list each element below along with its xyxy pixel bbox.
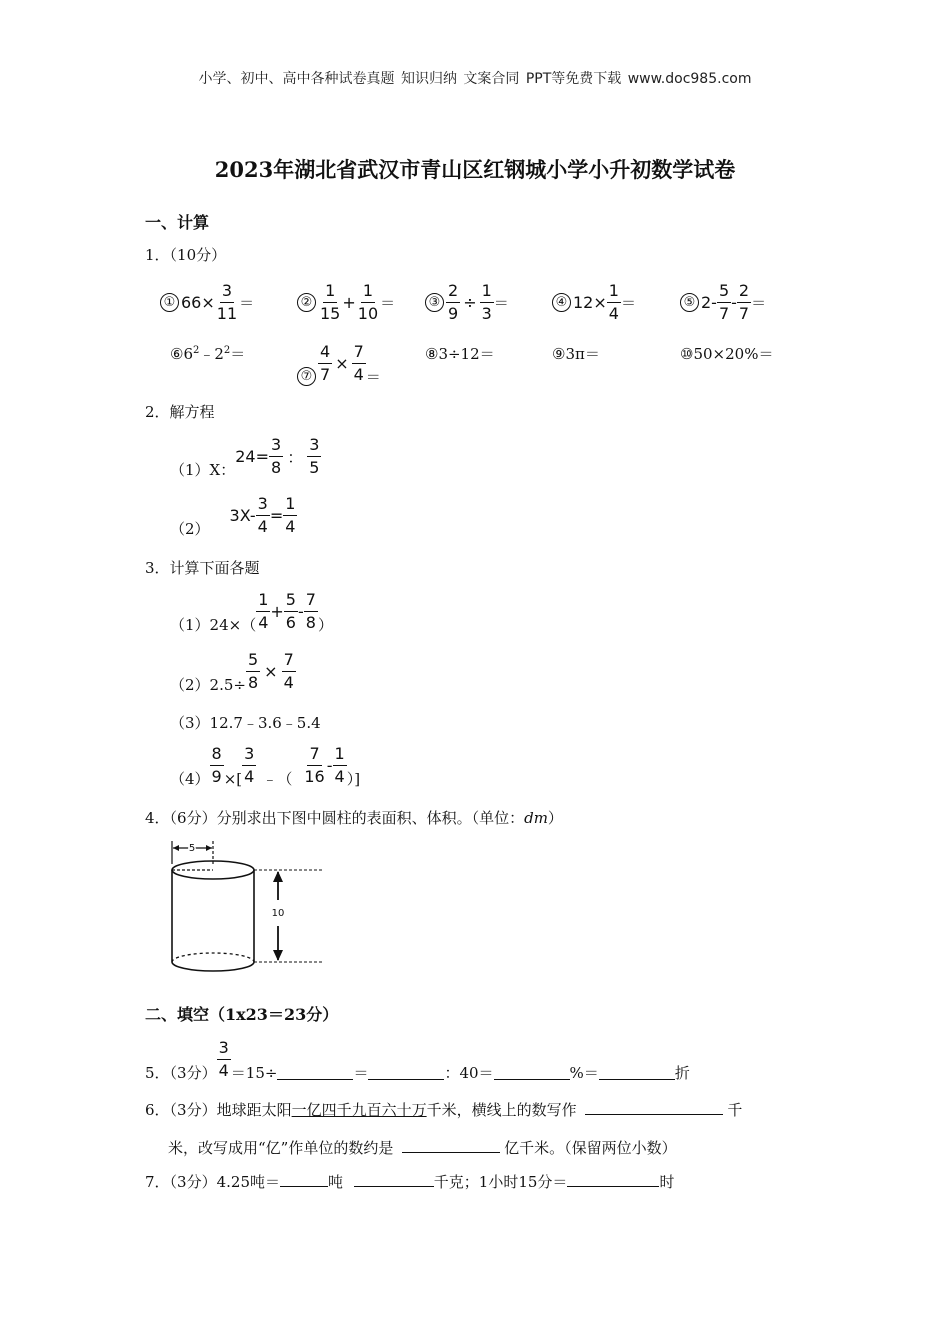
calc-item-6: $⑥6^2﹣2^2=$ bbox=[170, 345, 246, 363]
answer-blank[interactable] bbox=[280, 1172, 328, 1187]
fraction: $\frac{7}{4}$ bbox=[283, 650, 294, 692]
answer-blank[interactable] bbox=[354, 1172, 434, 1187]
fraction: $\frac{1}{10}$ bbox=[357, 281, 379, 323]
fraction: $\frac{1}{4}$ bbox=[285, 494, 296, 536]
calc-item-1: ① 66× $\frac{3}{11}$ ＝ bbox=[160, 281, 254, 324]
circle-mark: ① bbox=[160, 293, 179, 312]
section-heading-fill: 二、填空（1x23＝23分） bbox=[145, 1005, 339, 1024]
calc-item-4: ④ 12× $\frac{1}{4}$ ＝ bbox=[552, 281, 636, 324]
question-5: 5．（3分） $\frac{3}{4}$ ＝15÷ ＝ ：40＝ %＝ 折 bbox=[145, 1038, 690, 1082]
section-heading-calc: 一、计算 bbox=[145, 213, 210, 232]
question-2-label: 2．解方程 bbox=[145, 403, 215, 421]
question-4-label: 4．（6分）分别求出下图中圆柱的表面积、体积。（单位：dm） bbox=[145, 809, 563, 827]
site-header: 小学、初中、高中各种试卷真题 知识归纳 文案合同 PPT等免费下载 www.doc985.com bbox=[198, 71, 752, 87]
fraction: $\frac{1}{4}$ bbox=[258, 590, 269, 632]
circle-mark: ⑤ bbox=[680, 293, 699, 312]
answer-blank[interactable] bbox=[277, 1065, 353, 1080]
answer-blank[interactable] bbox=[585, 1100, 723, 1115]
fraction: $\frac{2}{7}$ bbox=[738, 281, 750, 323]
fraction: $\frac{3}{5}$ bbox=[309, 435, 320, 477]
calc-item-7: ⑦ $\frac{4}{7}$ × $\frac{7}{4}$ ＝ bbox=[297, 340, 381, 387]
fraction: $\frac{8}{9}$ bbox=[211, 744, 222, 786]
calc-item-3: ③ $\frac{2}{9}$ ÷ $\frac{1}{3}$ ＝ bbox=[425, 281, 509, 324]
equation-2: （2） 3X- $\frac{3}{4}$ = $\frac{1}{4}$ bbox=[170, 494, 296, 538]
circle-mark: ⑦ bbox=[297, 367, 316, 386]
calc-problem-1: （1）24×（ $\frac{1}{4}$ + $\frac{5}{6}$ - $\frac{7}{8}$ ） bbox=[170, 590, 333, 634]
calc-item-2: ② $\frac{1}{15}$ + $\frac{1}{10}$ ＝ bbox=[297, 281, 395, 324]
fraction: $\frac{7}{16}$ bbox=[304, 744, 325, 786]
question-7: 7．（3分）4.25吨＝ 吨 千克；1小时15分＝ 时 bbox=[145, 1173, 675, 1191]
fraction: $\frac{1}{4}$ bbox=[334, 744, 345, 786]
equation-1: （1）X： 24= $\frac{3}{8}$ ： $\frac{3}{5}$ bbox=[170, 435, 320, 479]
underlined-number: 一亿四千九百六十万 bbox=[291, 1101, 427, 1119]
fraction: $\frac{7}{4}$ bbox=[353, 342, 364, 384]
calc-item-10: ⑩50×20%＝ bbox=[680, 345, 774, 363]
calc-problem-2: （2）2.5÷ $\frac{5}{8}$ × $\frac{7}{4}$ bbox=[170, 650, 294, 694]
radius-label: 5 bbox=[188, 843, 196, 854]
fraction: $\frac{1}{3}$ bbox=[481, 281, 492, 323]
page-title: 2023年湖北省武汉市青山区红钢城小学小升初数学试卷 bbox=[214, 157, 736, 182]
circle-mark: ② bbox=[297, 293, 316, 312]
calc-problem-4: （4） $\frac{8}{9}$ ×[ $\frac{3}{4}$ ﹣（ $\frac{7}{16}$ - $\frac{1}{4}$ ）] bbox=[170, 744, 361, 788]
fraction: $\frac{1}{4}$ bbox=[608, 281, 619, 323]
calc-item-8: ⑧3÷12＝ bbox=[425, 345, 495, 363]
calc-item-9: ⑨3π＝ bbox=[552, 345, 600, 363]
question-1-label: 1．（10分） bbox=[145, 246, 227, 264]
fraction: $\frac{5}{7}$ bbox=[718, 281, 730, 323]
fraction: $\frac{7}{8}$ bbox=[305, 590, 316, 632]
question-6-line-2: 米，改写成用“亿”作单位的数约是 亿千米。（保留两位小数） bbox=[168, 1139, 677, 1157]
fraction: $\frac{4}{7}$ bbox=[320, 342, 331, 384]
cylinder-figure bbox=[160, 838, 330, 980]
circle-mark: ④ bbox=[552, 293, 571, 312]
fraction: $\frac{5}{6}$ bbox=[285, 590, 296, 632]
answer-blank[interactable] bbox=[494, 1065, 570, 1080]
height-label: 10 bbox=[271, 908, 285, 919]
fraction: $\frac{3}{4}$ bbox=[244, 744, 255, 786]
calc-item-5: ⑤ 2- $\frac{5}{7}$ - $\frac{2}{7}$ ＝ bbox=[680, 281, 766, 324]
fraction: $\frac{3}{4}$ bbox=[257, 494, 268, 536]
circle-mark: ③ bbox=[425, 293, 444, 312]
question-3-label: 3．计算下面各题 bbox=[145, 559, 260, 577]
question-6-line-1: 6．（3分）地球距太阳一亿四千九百六十万千米，横线上的数写作 千 bbox=[145, 1101, 743, 1119]
fraction: $\frac{3}{4}$ bbox=[218, 1038, 229, 1080]
calc-problem-3: （3）12.7﹣3.6﹣5.4 bbox=[170, 714, 321, 732]
fraction: $\frac{3}{8}$ bbox=[271, 435, 282, 477]
answer-blank[interactable] bbox=[368, 1065, 444, 1080]
answer-blank[interactable] bbox=[402, 1138, 500, 1153]
fraction: $\frac{2}{9}$ bbox=[448, 281, 459, 323]
fraction: $\frac{3}{11}$ bbox=[216, 281, 238, 323]
fraction: $\frac{5}{8}$ bbox=[247, 650, 259, 692]
fraction: $\frac{1}{15}$ bbox=[320, 281, 341, 323]
answer-blank[interactable] bbox=[567, 1172, 659, 1187]
answer-blank[interactable] bbox=[599, 1065, 675, 1080]
